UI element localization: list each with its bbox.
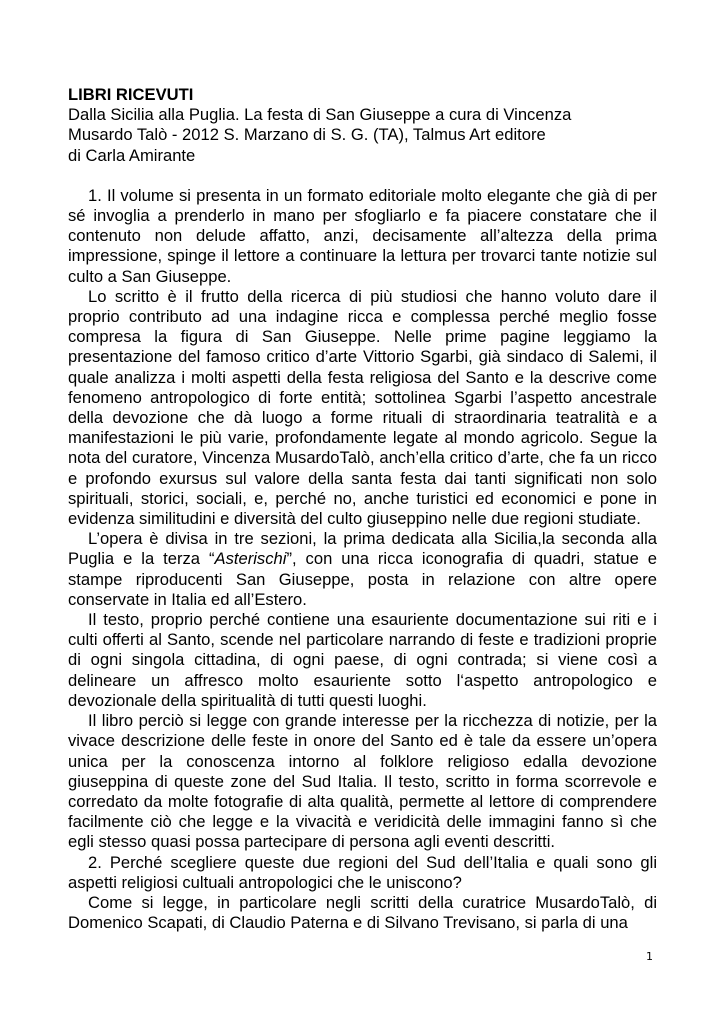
spacer — [68, 166, 657, 186]
page-number: 1 — [646, 950, 653, 963]
italic-title: Asterischi — [214, 549, 287, 569]
paragraph-4: Il testo, proprio perché contiene una esauriente documentazione sui riti e i culti offerti al Santo, scende nel particolare narrando di feste e tradizioni proprie di ogni singola cittadina, di ogni paese, di ogni contrada; si viene così a delineare un affresco molto esauriente sotto l‘aspetto antropologico e devozionale della spiritualità di tutti questi luoghi. — [68, 610, 657, 710]
book-title-line-1: Dalla Sicilia alla Puglia. La festa di San Giuseppe a cura di Vincenza — [68, 105, 572, 125]
paragraph-1: 1. Il volume si presenta in un formato editoriale molto elegante che già di per sé invoglia a prenderlo in mano per sfogliarlo e fa piacere constatare che il contenuto non delude affatto, anzi, decisamente all’altezza della prima impressione, spinge il lettore a continuare la lettura per trovarci tante notizie sul culto a San Giuseppe. — [68, 185, 657, 286]
paragraph-7: Come si legge, in particolare negli scritti della curatrice MusardoTalò, di Domenico Scapati, di Claudio Paterna e di Silvano Trevisano, si parla di una — [68, 892, 657, 933]
author-line: di Carla Amirante — [68, 145, 196, 165]
paragraph-6: 2. Perché scegliere queste due regioni del Sud dell’Italia e quali sono gli aspetti religiosi cultuali antropologici che le uniscono? — [68, 852, 657, 892]
paragraph-5: Il libro perciò si legge con grande interesse per la ricchezza di notizie, per la vivace descrizione delle feste in onore del Santo ed è tale da essere un’opera unica per la conoscenza intorno al folklore religioso edalla devozione giuseppina di queste zone del Sud Italia. Il testo, scritto in forma scorrevole e corredato da molte fotografie di alta qualità, permette al lettore di comprendere facilmente ciò che legge e la vivacità e veridicità delle immagini fanno sì che egli stesso quasi possa partecipare di persona agli eventi descritti. — [68, 711, 657, 852]
section-heading: LIBRI RICEVUTI — [68, 85, 194, 104]
document-body — [68, 85, 657, 933]
paragraph-3: L’opera è divisa in tre sezioni, la prima dedicata alla Sicilia,la seconda alla Puglia e la terza “Asterischi”, con una ricca iconografia di quadri, statue e stampe riproducenti San Giuseppe, posta in relazione con altre opere conservate in Italia ed all’Estero. — [68, 529, 657, 609]
book-title-line-2: Musardo Talò - 2012 S. Marzano di S. G. (TA), Talmus Art editore — [68, 125, 546, 145]
paragraph-2: Lo scritto è il frutto della ricerca di più studiosi che hanno voluto dare il proprio contributo ad una indagine ricca e complessa perché meglio fosse compresa la figura di San Giuseppe. Nelle prime pagine leggiamo la presentazione del famoso critico d’arte Vittorio Sgarbi, già sindaco di Salemi, il quale analizza i molti aspetti della festa religiosa del Santo e la descrive come fenomeno antropologico di forte entità; sottolinea Sgarbi l’aspetto ancestrale della devozione che dà luogo a forme rituali di straordinaria teatralità e a manifestazioni le più varie, profondamente legate al mondo agricolo. Segue la nota del curatore, Vincenza MusardoTalò, anch’ella critico d’arte, che fa un ricco e profondo exursus sul valore della santa festa dai tanti significati non solo spirituali, storici, sociali, e, perché no, anche turistici ed economici e pone in evidenza similitudini e diversità del culto giuseppino nelle due regioni studiate. — [68, 286, 657, 529]
